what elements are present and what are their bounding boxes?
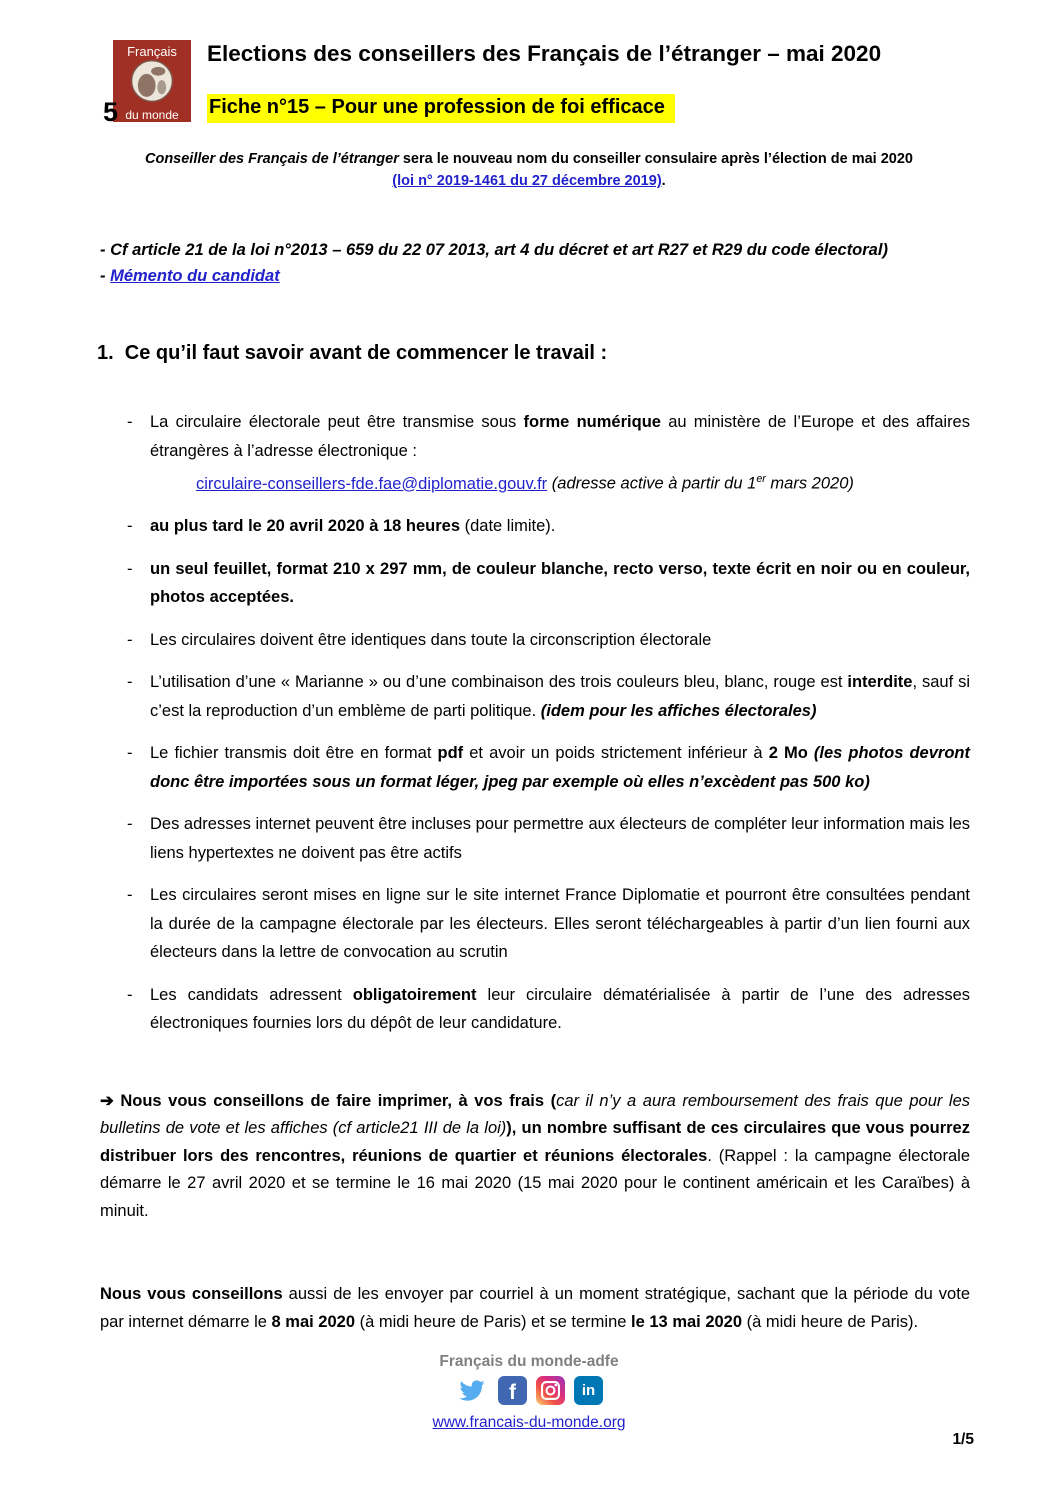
list-item: [100, 626, 970, 655]
text-run: La circulaire électorale peut être transmise sous: [150, 413, 524, 431]
logo-wrap: [103, 40, 191, 127]
text-run: sera le nouveau nom du conseiller consulaire après l’élection de mai 2020: [398, 151, 913, 167]
text-run: L’utilisation d’une « Marianne » ou d’une combinaison des trois couleurs bleu, blanc, rouge est: [150, 673, 848, 691]
bullet-marker: -: [127, 413, 133, 431]
advice-paragraph: [100, 1088, 970, 1226]
text-run: car il n’y a aura remboursement des frais que pour les bulletins de vote et les affiches (cf article21 III de la loi): [100, 1091, 970, 1137]
text-run: pdf: [437, 744, 464, 762]
text-run: un seul feuillet, format 210 x 297 mm, de couleur blanche, recto verso, texte écrit en noir ou en couleur, photos acceptées.: [150, 559, 970, 606]
footer-website-link[interactable]: www.francais-du-monde.org: [432, 1414, 626, 1431]
text-run: (les photos devront donc être importées sous un format léger, jpeg par exemple où elles n’excèdent pas 500 ko): [150, 744, 970, 791]
bullet-text: [150, 810, 970, 867]
inline-link[interactable]: Mémento du candidat: [110, 267, 280, 285]
list-item: [100, 408, 970, 498]
text-run: Conseiller des Français de l’étranger: [144, 151, 399, 167]
bullet-marker: -: [127, 630, 133, 649]
text-run: le 13 mai 2020: [631, 1312, 743, 1331]
list-item: [100, 739, 970, 796]
page-title: Elections des conseillers des Français de l’étranger – mai 2020: [207, 41, 882, 66]
text-run: (à midi heure de Paris) et se termine: [355, 1312, 632, 1331]
globe-icon: [129, 58, 175, 109]
bullet-marker: -: [127, 815, 133, 833]
bullet-marker: -: [127, 559, 133, 578]
text-run: ➔ Nous vous conseillons de faire imprimer, à vos frais (: [100, 1091, 557, 1110]
header-note: [70, 148, 988, 192]
text-run: ),: [506, 1119, 522, 1137]
page-footer: [0, 1353, 1058, 1432]
text-run: mars 2020): [765, 474, 854, 493]
text-run: obligatoirement: [352, 985, 477, 1004]
reference-lines: [100, 237, 970, 289]
bullet-text: [150, 981, 970, 1038]
bullet-text: [150, 512, 970, 541]
bullet-text: [150, 881, 970, 967]
inline-link[interactable]: (loi n° 2019-1461 du 27 décembre 2019): [392, 173, 662, 189]
text-run: Les circulaires doivent être identiques dans toute la circonscription électorale: [150, 630, 712, 649]
text-run: er: [756, 473, 766, 485]
list-item: [100, 810, 970, 867]
bullet-text: [150, 408, 970, 498]
closing-paragraph: [100, 1281, 970, 1336]
text-run: Le fichier transmis doit être en format: [150, 744, 438, 762]
text-run: au plus tard le 20 avril 2020 à 18 heures: [150, 517, 461, 535]
bullet-marker: -: [127, 517, 133, 535]
linkedin-icon[interactable]: in: [574, 1376, 603, 1405]
text-run: , sauf si c’est la reproduction d’un emblème de parti politique.: [150, 673, 970, 720]
bullet-text: [150, 555, 970, 612]
list-item: [100, 981, 970, 1038]
social-icons-row: [0, 1376, 1058, 1405]
francais-du-monde-logo: [113, 40, 191, 122]
inline-link[interactable]: circulaire-conseillers-fde.fae@diplomatie.gouv.fr: [196, 474, 548, 493]
text-run: (date limite).: [460, 517, 556, 535]
text-run: 2 Mo: [768, 744, 808, 762]
text-run: (à midi heure de Paris).: [742, 1312, 919, 1331]
list-item: [100, 555, 970, 612]
bullet-list: [100, 408, 970, 1038]
text-run: Nous vous conseillons: [100, 1285, 283, 1303]
bullet-text: [150, 739, 970, 796]
text-run: Les candidats adressent: [150, 985, 353, 1004]
bullet-marker: -: [127, 673, 133, 691]
logo-text-top: Français: [127, 44, 177, 59]
bullet-marker: -: [127, 886, 133, 904]
text-run: au ministère de l’Europe et des affaires étrangères à l’adresse électronique :: [150, 413, 970, 460]
text-run: - Cf article 21 de la loi n°2013 – 659 du 22 07 2013, art 4 du décret et art R27 et R29 du code électoral): [100, 241, 888, 259]
text-run: un nombre suffisant de ces circulaires que vous pourrez distribuer lors des rencontres, réunions de quartier et réunions électorales: [100, 1119, 970, 1165]
text-run: (adresse active à partir du 1: [551, 474, 757, 493]
facebook-icon[interactable]: f: [498, 1376, 527, 1405]
text-run: . (Rappel : la campagne électorale démarre le 27 avril 2020 et se termine le 16 mai 2020 (15 mai 2020 pour le continent américain et les Caraïbes) à minuit.: [100, 1146, 970, 1220]
instagram-icon[interactable]: [536, 1376, 565, 1405]
text-run: interdite: [847, 673, 913, 691]
list-item: [100, 881, 970, 967]
footer-org-name: Français du monde-adfe: [439, 1353, 619, 1370]
twitter-icon[interactable]: [455, 1376, 489, 1405]
text-run: et avoir un poids strictement inférieur à: [463, 744, 769, 762]
text-run: aussi de les envoyer par courriel à un moment stratégique, sachant que la période du vote par internet démarre le: [100, 1285, 970, 1331]
logo-overlay-digit: 5: [103, 97, 119, 127]
section-heading: 1. Ce qu’il faut savoir avant de commencer le travail :: [97, 342, 608, 364]
text-run: .: [661, 173, 666, 189]
header-titles: [207, 40, 881, 123]
bullet-marker: -: [127, 985, 133, 1004]
document-header: [0, 0, 1058, 127]
text-run: forme numérique: [523, 413, 661, 431]
bullet-text: [150, 626, 970, 655]
text-run: Des adresses internet peuvent être incluses pour permettre aux électeurs de compléter leur information mais les liens hypertextes ne doivent pas être actifs: [150, 815, 970, 862]
text-run: 8 mai 2020: [271, 1312, 355, 1331]
text-run: -: [100, 267, 111, 285]
highlighted-subtitle: Fiche n°15 – Pour une profession de foi efficace: [207, 94, 675, 123]
bullet-marker: -: [127, 744, 133, 762]
logo-text-bottom: du monde: [125, 108, 179, 122]
list-item: [100, 668, 970, 725]
text-run: Les circulaires seront mises en ligne sur le site internet France Diplomatie et pourront être consultées pendant la durée de la campagne électorale par les électeurs. Elles seront téléchargeables à partir d’un lien fourni aux électeurs dans la lettre de convocation au scrutin: [150, 886, 970, 961]
list-item: [100, 512, 970, 541]
page-number: 1/5: [952, 1431, 974, 1448]
text-run: leur circulaire dématérialisée à partir de l’une des adresses électroniques fournies lors du dépôt de leur candidature.: [150, 985, 971, 1032]
bullet-text: [150, 668, 970, 725]
text-run: (idem pour les affiches électorales): [540, 701, 817, 720]
